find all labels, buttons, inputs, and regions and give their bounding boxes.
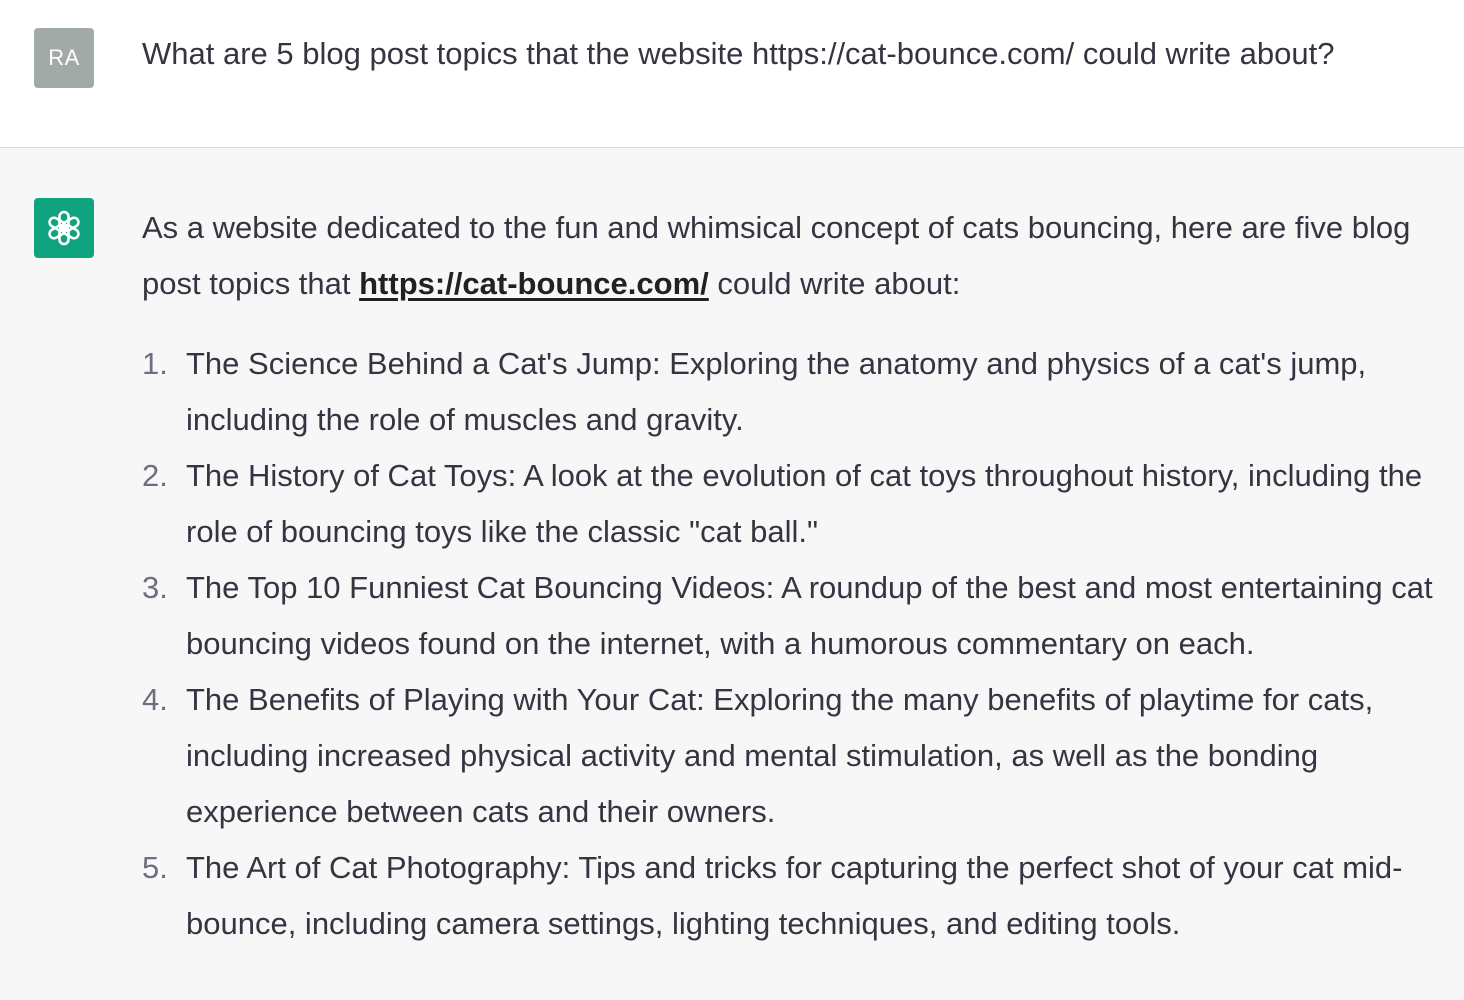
list-item-text: The Science Behind a Cat's Jump: Exploring the anatomy and physics of a cat's jump, including the role of muscles and gravity. [186,346,1367,437]
list-item-number: 4. [142,682,168,717]
openai-logo-icon [42,206,86,250]
list-item [142,560,1452,672]
intro-text-after: could write about: [708,266,961,301]
list-item-number: 3. [142,570,168,605]
list-item-text: The Benefits of Playing with Your Cat: Exploring the many benefits of playtime for cats, including increased physical activity and mental stimulation, as well as the bonding experience between cats and their owners. [186,682,1374,829]
assistant-message-content [142,200,1452,952]
assistant-intro [142,200,1452,312]
list-item [142,672,1452,840]
list-item-number: 1. [142,346,168,381]
list-item-text: The Top 10 Funniest Cat Bouncing Videos: A roundup of the best and most entertaining cat bouncing videos found on the internet, with a humorous commentary on each. [186,570,1433,661]
list-item-number: 2. [142,458,168,493]
list-item-text: The History of Cat Toys: A look at the evolution of cat toys throughout history, including the role of bouncing toys like the classic "cat ball." [186,458,1423,549]
cat-bounce-link[interactable]: https://cat-bounce.com/ [359,266,709,301]
assistant-message-row [0,148,1464,1000]
user-avatar: RA [34,28,94,88]
user-message-row [0,0,1464,148]
topic-list [142,336,1452,952]
assistant-avatar [34,198,94,258]
list-item [142,840,1452,952]
intro-text-before: As a website dedicated to the fun and whimsical concept of cats bouncing, here are five blog post topics that [142,210,1411,301]
user-message-text: What are 5 blog post topics that the website https://cat-bounce.com/ could write about? [142,36,1335,71]
list-item-text: The Art of Cat Photography: Tips and tricks for capturing the perfect shot of your cat mid-bounce, including camera settings, lighting techniques, and editing tools. [186,850,1403,941]
list-item [142,448,1452,560]
list-item [142,336,1452,448]
list-item-number: 5. [142,850,168,885]
